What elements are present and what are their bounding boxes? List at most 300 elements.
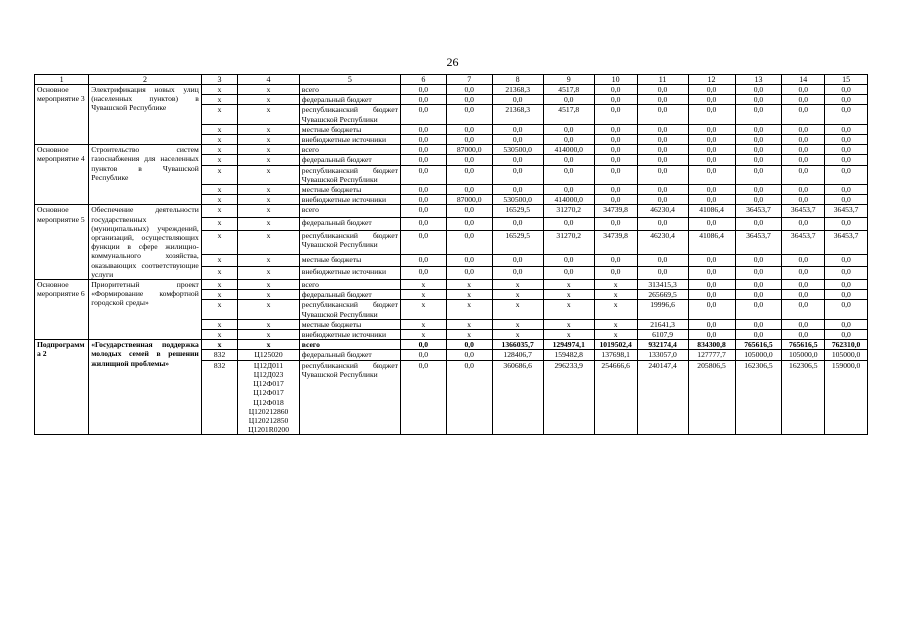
agency-code-cell: х xyxy=(201,267,237,280)
value-cell: 0,0 xyxy=(782,85,825,95)
header-cell: 3 xyxy=(201,75,237,85)
agency-code-cell: х xyxy=(201,280,237,290)
measure-title: «Государственная поддержка молодых семей в решении жилищной проблемы» xyxy=(89,340,202,435)
value-cell: 0,0 xyxy=(825,155,868,165)
value-cell: 0,0 xyxy=(594,165,637,184)
agency-code-cell: х xyxy=(201,290,237,300)
value-cell: 0,0 xyxy=(446,360,492,435)
budget-class-cell xyxy=(238,340,300,350)
budget-class-code: х xyxy=(266,267,271,277)
value-cell: х xyxy=(492,280,543,290)
measure-label: Основное мероприятие 5 xyxy=(35,205,89,280)
agency-code-cell: х xyxy=(201,195,237,205)
value-cell: 296233,9 xyxy=(543,360,594,435)
table-row xyxy=(35,205,868,218)
value-cell: 0,0 xyxy=(782,145,825,155)
budget-class-code: х xyxy=(266,330,271,340)
value-cell: 0,0 xyxy=(688,185,735,195)
budget-class-cell xyxy=(238,267,300,280)
value-cell: 0,0 xyxy=(637,195,688,205)
value-cell: 0,0 xyxy=(446,155,492,165)
budget-class-code: х xyxy=(266,230,271,240)
value-cell: 1294974,1 xyxy=(543,340,594,350)
value-cell: 0,0 xyxy=(400,195,446,205)
agency-code-cell: х xyxy=(201,340,237,350)
value-cell: 137698,1 xyxy=(594,350,637,360)
budget-class-cell xyxy=(238,300,300,319)
budget-class-cell xyxy=(238,290,300,300)
value-cell: 0,0 xyxy=(825,85,868,95)
measure-label: Основное мероприятие 4 xyxy=(35,145,89,205)
budget-class-cell xyxy=(238,254,300,267)
value-cell: 0,0 xyxy=(637,105,688,124)
budget-class-code: Ц1201R0200 xyxy=(248,425,289,435)
value-cell: 0,0 xyxy=(825,218,868,231)
value-cell: 4517,8 xyxy=(543,105,594,124)
budget-class-code: х xyxy=(266,95,271,105)
measure-label: Основное мероприятие 3 xyxy=(35,85,89,145)
value-cell: 0,0 xyxy=(782,300,825,319)
funding-source-cell: федеральный бюджет xyxy=(299,155,400,165)
value-cell: 0,0 xyxy=(400,165,446,184)
measure-title: Строительство систем газоснабжения для населенных пунктов в Чувашской Республике xyxy=(89,145,202,205)
value-cell: 0,0 xyxy=(400,135,446,145)
value-cell: х xyxy=(543,280,594,290)
value-cell: 834300,8 xyxy=(688,340,735,350)
budget-class-code: Ц12Ф017 xyxy=(253,379,284,389)
budget-class-cell xyxy=(238,95,300,105)
value-cell: 0,0 xyxy=(688,330,735,340)
value-cell: 0,0 xyxy=(594,145,637,155)
agency-code-cell: х xyxy=(201,135,237,145)
header-cell: 10 xyxy=(594,75,637,85)
value-cell: 46230,4 xyxy=(637,205,688,218)
table-row xyxy=(35,340,868,350)
value-cell: х xyxy=(400,300,446,319)
value-cell: 0,0 xyxy=(446,205,492,218)
measure-title: Электрификация новых улиц (населенных пунктов) в Чувашской Республике xyxy=(89,85,202,145)
budget-class-code: х xyxy=(266,165,271,175)
header-cell: 14 xyxy=(782,75,825,85)
value-cell: 0,0 xyxy=(825,145,868,155)
agency-code-cell: х xyxy=(201,205,237,218)
value-cell: 0,0 xyxy=(735,330,782,340)
value-cell: 36453,7 xyxy=(735,230,782,254)
value-cell: 0,0 xyxy=(637,185,688,195)
funding-source-cell: республиканский бюджет Чувашской Республики xyxy=(299,300,400,319)
value-cell: 0,0 xyxy=(735,319,782,329)
budget-class-cell xyxy=(238,230,300,254)
value-cell: 0,0 xyxy=(782,319,825,329)
value-cell: 105000,0 xyxy=(825,350,868,360)
funding-source-cell: всего xyxy=(299,280,400,290)
funding-source-cell: федеральный бюджет xyxy=(299,218,400,231)
value-cell: 0,0 xyxy=(492,124,543,134)
budget-class-cell xyxy=(238,105,300,124)
value-cell: 0,0 xyxy=(446,165,492,184)
value-cell: 0,0 xyxy=(543,254,594,267)
value-cell: 0,0 xyxy=(400,155,446,165)
value-cell: 0,0 xyxy=(735,85,782,95)
value-cell: 0,0 xyxy=(594,218,637,231)
budget-class-cell xyxy=(238,319,300,329)
value-cell: 0,0 xyxy=(688,290,735,300)
value-cell: 34739,8 xyxy=(594,205,637,218)
value-cell: 254666,6 xyxy=(594,360,637,435)
header-cell: 13 xyxy=(735,75,782,85)
value-cell: 162306,5 xyxy=(782,360,825,435)
value-cell: 0,0 xyxy=(446,340,492,350)
value-cell: 0,0 xyxy=(782,165,825,184)
agency-code-cell: х xyxy=(201,330,237,340)
value-cell: 36453,7 xyxy=(735,205,782,218)
value-cell: 0,0 xyxy=(492,185,543,195)
value-cell: 0,0 xyxy=(446,124,492,134)
value-cell: 0,0 xyxy=(825,254,868,267)
value-cell: 0,0 xyxy=(637,124,688,134)
value-cell: 0,0 xyxy=(637,254,688,267)
value-cell: 240147,4 xyxy=(637,360,688,435)
value-cell: 21641,3 xyxy=(637,319,688,329)
value-cell: 265669,5 xyxy=(637,290,688,300)
value-cell: х xyxy=(400,319,446,329)
value-cell: х xyxy=(446,300,492,319)
budget-class-code: х xyxy=(266,135,271,145)
value-cell: 0,0 xyxy=(825,165,868,184)
value-cell: х xyxy=(543,319,594,329)
budget-class-code: х xyxy=(266,145,271,155)
budget-class-cell xyxy=(238,280,300,290)
budget-class-code: Ц125020 xyxy=(254,350,283,360)
value-cell: 0,0 xyxy=(446,95,492,105)
value-cell: 0,0 xyxy=(782,135,825,145)
value-cell: 127777,7 xyxy=(688,350,735,360)
value-cell: 0,0 xyxy=(446,85,492,95)
funding-source-cell: республиканский бюджет Чувашской Республики xyxy=(299,105,400,124)
value-cell: 0,0 xyxy=(492,267,543,280)
value-cell: 0,0 xyxy=(735,218,782,231)
value-cell: х xyxy=(543,290,594,300)
value-cell: 0,0 xyxy=(492,165,543,184)
value-cell: 0,0 xyxy=(688,155,735,165)
value-cell: 0,0 xyxy=(782,218,825,231)
value-cell: 765616,5 xyxy=(735,340,782,350)
value-cell: 0,0 xyxy=(825,280,868,290)
budget-class-code: х xyxy=(266,218,271,228)
value-cell: 0,0 xyxy=(735,105,782,124)
value-cell: х xyxy=(492,330,543,340)
value-cell: х xyxy=(492,290,543,300)
budget-class-cell xyxy=(238,135,300,145)
value-cell: 0,0 xyxy=(594,267,637,280)
agency-code-cell: х xyxy=(201,300,237,319)
budget-class-code: х xyxy=(266,300,271,310)
value-cell: 0,0 xyxy=(825,330,868,340)
agency-code-cell: х xyxy=(201,230,237,254)
value-cell: 0,0 xyxy=(492,95,543,105)
value-cell: 21368,3 xyxy=(492,85,543,95)
value-cell: 0,0 xyxy=(446,254,492,267)
value-cell: 0,0 xyxy=(400,350,446,360)
value-cell: 1366035,7 xyxy=(492,340,543,350)
value-cell: 414000,0 xyxy=(543,145,594,155)
value-cell: 414000,0 xyxy=(543,195,594,205)
budget-class-code: х xyxy=(266,155,271,165)
budget-class-code: Ц12Ф017 xyxy=(253,388,284,398)
header-cell: 5 xyxy=(299,75,400,85)
value-cell: 16529,5 xyxy=(492,230,543,254)
value-cell: 36453,7 xyxy=(782,230,825,254)
value-cell: 128406,7 xyxy=(492,350,543,360)
value-cell: 0,0 xyxy=(400,254,446,267)
agency-code-cell: х xyxy=(201,145,237,155)
budget-class-code: х xyxy=(266,185,271,195)
agency-code-cell: х xyxy=(201,319,237,329)
funding-source-cell: местные бюджеты xyxy=(299,319,400,329)
value-cell: 0,0 xyxy=(782,105,825,124)
agency-code-cell: х xyxy=(201,85,237,95)
value-cell: 0,0 xyxy=(735,267,782,280)
value-cell: 0,0 xyxy=(400,105,446,124)
value-cell: 0,0 xyxy=(735,280,782,290)
value-cell: 0,0 xyxy=(825,319,868,329)
value-cell: 0,0 xyxy=(543,155,594,165)
value-cell: 0,0 xyxy=(825,267,868,280)
value-cell: 0,0 xyxy=(688,254,735,267)
funding-source-cell: республиканский бюджет Чувашской Республики xyxy=(299,230,400,254)
funding-source-cell: федеральный бюджет xyxy=(299,95,400,105)
budget-class-code: х xyxy=(266,319,271,329)
value-cell: 0,0 xyxy=(492,155,543,165)
value-cell: х xyxy=(400,330,446,340)
agency-code-cell: х xyxy=(201,218,237,231)
budget-class-code: х xyxy=(266,195,271,205)
value-cell: 0,0 xyxy=(400,124,446,134)
value-cell: х xyxy=(400,280,446,290)
value-cell: 0,0 xyxy=(543,218,594,231)
value-cell: 0,0 xyxy=(594,254,637,267)
value-cell: 0,0 xyxy=(594,105,637,124)
value-cell: 0,0 xyxy=(400,340,446,350)
agency-code-cell: х xyxy=(201,95,237,105)
value-cell: 159482,8 xyxy=(543,350,594,360)
value-cell: 0,0 xyxy=(637,145,688,155)
value-cell: 0,0 xyxy=(782,124,825,134)
value-cell: 0,0 xyxy=(735,165,782,184)
header-cell: 8 xyxy=(492,75,543,85)
value-cell: 0,0 xyxy=(637,95,688,105)
value-cell: 0,0 xyxy=(688,165,735,184)
value-cell: 0,0 xyxy=(400,145,446,155)
value-cell: 0,0 xyxy=(594,195,637,205)
funding-source-cell: всего xyxy=(299,205,400,218)
value-cell: 105000,0 xyxy=(782,350,825,360)
agency-code-cell: 832 xyxy=(201,350,237,360)
value-cell: 0,0 xyxy=(637,165,688,184)
agency-code-cell: 832 xyxy=(201,360,237,435)
budget-class-code: х xyxy=(266,124,271,134)
value-cell: х xyxy=(594,290,637,300)
value-cell: 0,0 xyxy=(735,145,782,155)
value-cell: 0,0 xyxy=(492,218,543,231)
value-cell: 36453,7 xyxy=(782,205,825,218)
budget-class-cell xyxy=(238,85,300,95)
budget-class-cell xyxy=(238,350,300,360)
value-cell: 0,0 xyxy=(446,105,492,124)
value-cell: 0,0 xyxy=(782,254,825,267)
value-cell: х xyxy=(400,290,446,300)
value-cell: 0,0 xyxy=(688,95,735,105)
value-cell: 0,0 xyxy=(735,135,782,145)
value-cell: 0,0 xyxy=(735,300,782,319)
value-cell: 0,0 xyxy=(782,185,825,195)
value-cell: 313415,3 xyxy=(637,280,688,290)
budget-class-code: х xyxy=(266,290,271,300)
value-cell: 0,0 xyxy=(594,185,637,195)
value-cell: 0,0 xyxy=(594,124,637,134)
funding-source-cell: республиканский бюджет Чувашской Республики xyxy=(299,165,400,184)
table-row xyxy=(35,145,868,155)
funding-source-cell: внебюджетные источники xyxy=(299,330,400,340)
value-cell: 0,0 xyxy=(735,254,782,267)
value-cell: 0,0 xyxy=(400,95,446,105)
header-cell: 6 xyxy=(400,75,446,85)
value-cell: 0,0 xyxy=(825,95,868,105)
value-cell: 0,0 xyxy=(594,85,637,95)
value-cell: 0,0 xyxy=(825,300,868,319)
value-cell: 0,0 xyxy=(543,95,594,105)
value-cell: 0,0 xyxy=(782,155,825,165)
value-cell: 0,0 xyxy=(782,330,825,340)
value-cell: 0,0 xyxy=(400,360,446,435)
budget-class-code: Ц12Д011 xyxy=(253,360,284,370)
value-cell: 16529,5 xyxy=(492,205,543,218)
value-cell: 0,0 xyxy=(688,145,735,155)
value-cell: 0,0 xyxy=(637,218,688,231)
value-cell: 6107,9 xyxy=(637,330,688,340)
value-cell: 0,0 xyxy=(400,267,446,280)
value-cell: 0,0 xyxy=(735,155,782,165)
value-cell: 0,0 xyxy=(688,105,735,124)
header-cell: 15 xyxy=(825,75,868,85)
value-cell: 0,0 xyxy=(782,290,825,300)
agency-code-cell: х xyxy=(201,165,237,184)
budget-class-code: х xyxy=(266,340,271,350)
value-cell: 0,0 xyxy=(825,185,868,195)
value-cell: 0,0 xyxy=(594,95,637,105)
budget-class-cell xyxy=(238,330,300,340)
value-cell: 0,0 xyxy=(543,165,594,184)
value-cell: 0,0 xyxy=(492,254,543,267)
agency-code-cell: х xyxy=(201,155,237,165)
value-cell: х xyxy=(446,280,492,290)
header-cell: 4 xyxy=(238,75,300,85)
value-cell: 0,0 xyxy=(492,135,543,145)
header-cell: 2 xyxy=(89,75,202,85)
funding-source-cell: внебюджетные источники xyxy=(299,267,400,280)
measure-title: Обеспечение деятельности государственных (муниципальных) учреждений, организаций, осуществляющих функции в сфере жилищно-коммунального хозяйства, оказывающих соответствующие услуги xyxy=(89,205,202,280)
value-cell: 530500,0 xyxy=(492,195,543,205)
value-cell: 87000,0 xyxy=(446,195,492,205)
value-cell: 34739,8 xyxy=(594,230,637,254)
value-cell: 41086,4 xyxy=(688,230,735,254)
budget-class-cell xyxy=(238,205,300,218)
value-cell: 4517,8 xyxy=(543,85,594,95)
budget-class-cell xyxy=(238,218,300,231)
agency-code-cell: х xyxy=(201,124,237,134)
value-cell: 36453,7 xyxy=(825,230,868,254)
agency-code-cell: х xyxy=(201,185,237,195)
value-cell: 0,0 xyxy=(400,230,446,254)
value-cell: 0,0 xyxy=(446,185,492,195)
funding-source-cell: всего xyxy=(299,85,400,95)
budget-class-cell xyxy=(238,155,300,165)
funding-source-cell: федеральный бюджет xyxy=(299,350,400,360)
value-cell: 31270,2 xyxy=(543,230,594,254)
value-cell: 0,0 xyxy=(400,185,446,195)
value-cell: 0,0 xyxy=(825,105,868,124)
value-cell: х xyxy=(594,280,637,290)
header-cell: 11 xyxy=(637,75,688,85)
budget-table xyxy=(34,74,868,435)
value-cell: 87000,0 xyxy=(446,145,492,155)
value-cell: 0,0 xyxy=(688,195,735,205)
funding-source-cell: республиканский бюджет Чувашской Республики xyxy=(299,360,400,435)
budget-class-cell xyxy=(238,195,300,205)
value-cell: 0,0 xyxy=(446,218,492,231)
funding-source-cell: федеральный бюджет xyxy=(299,290,400,300)
value-cell: 0,0 xyxy=(782,195,825,205)
value-cell: 0,0 xyxy=(825,290,868,300)
value-cell: 0,0 xyxy=(688,319,735,329)
header-cell: 9 xyxy=(543,75,594,85)
value-cell: 0,0 xyxy=(735,290,782,300)
value-cell: х xyxy=(446,319,492,329)
funding-source-cell: внебюджетные источники xyxy=(299,195,400,205)
header-cell: 7 xyxy=(446,75,492,85)
measure-label: Подпрограмма 2 xyxy=(35,340,89,435)
value-cell: 46230,4 xyxy=(637,230,688,254)
header-row xyxy=(35,75,868,85)
funding-source-cell: всего xyxy=(299,145,400,155)
value-cell: 0,0 xyxy=(825,135,868,145)
value-cell: 0,0 xyxy=(543,267,594,280)
value-cell: 0,0 xyxy=(446,350,492,360)
value-cell: 0,0 xyxy=(400,218,446,231)
table-row xyxy=(35,280,868,290)
budget-class-cell xyxy=(238,185,300,195)
value-cell: 0,0 xyxy=(543,135,594,145)
value-cell: 0,0 xyxy=(782,95,825,105)
measure-title: Приоритетный проект «Формирование комфортной городской среды» xyxy=(89,280,202,340)
budget-class-code: х xyxy=(266,105,271,115)
value-cell: 0,0 xyxy=(688,280,735,290)
funding-source-cell: местные бюджеты xyxy=(299,185,400,195)
value-cell: 0,0 xyxy=(446,135,492,145)
value-cell: 0,0 xyxy=(688,300,735,319)
value-cell: 0,0 xyxy=(637,135,688,145)
header-cell: 1 xyxy=(35,75,89,85)
value-cell: 21368,3 xyxy=(492,105,543,124)
value-cell: х xyxy=(543,330,594,340)
budget-class-cell xyxy=(238,145,300,155)
budget-class-code: х xyxy=(266,205,271,215)
value-cell: 0,0 xyxy=(594,135,637,145)
header-cell: 12 xyxy=(688,75,735,85)
value-cell: х xyxy=(446,330,492,340)
page-number: 26 xyxy=(446,55,459,69)
value-cell: 205806,5 xyxy=(688,360,735,435)
